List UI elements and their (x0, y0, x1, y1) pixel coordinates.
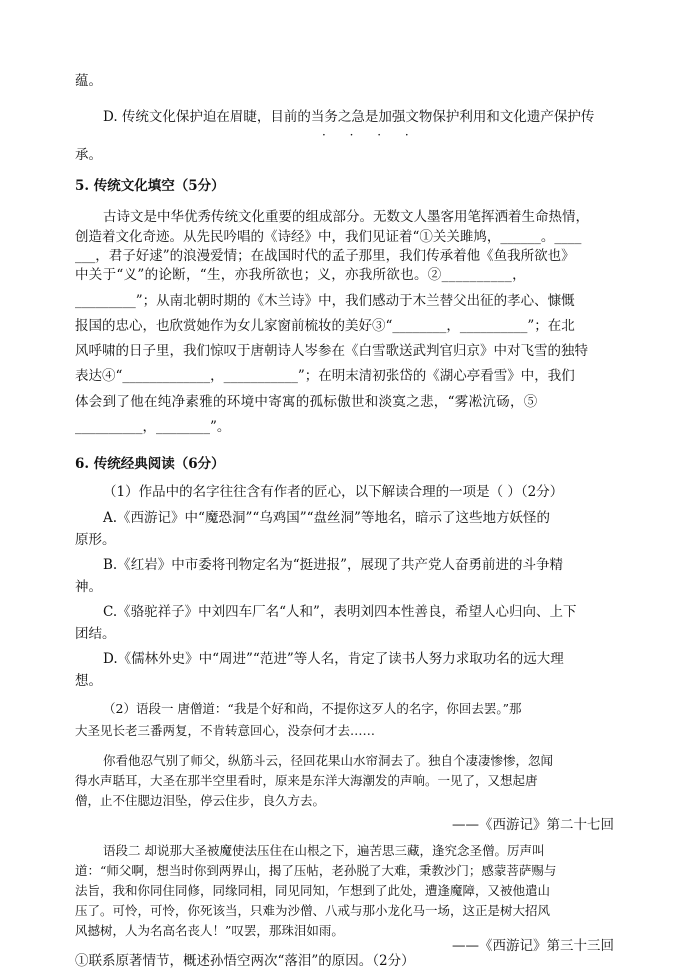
text-line: 体会到了他在纯净素雅的环境中寄寓的孤标傲世和淡寞之悲，“雾凇沆砀，⑤ (75, 394, 538, 410)
passage-1-line: 得水声聒耳，大圣在那半空里看时，原来是东洋大海潮发的声响。一见了，又想起唐 (75, 773, 538, 788)
passage-2-line: 语段二 却说那大圣被魔使法压住在山根之下，遍苦思三藏，逢究念圣僧。厉声叫 (103, 843, 545, 858)
passage-2-line: 风撼树，人为名高名丧人！”叹罢，那珠泪如雨。 (75, 923, 344, 938)
text-line: 原形。 (75, 532, 116, 548)
text-line: __________，________”。 (75, 419, 231, 435)
passage-1-line: 僧，止不住腮边泪坠，停云住步，良久方去。 (75, 793, 326, 808)
text-line: 想。 (75, 673, 102, 689)
text-line: ___，君子好逑”的浪漫爱情；在战国时代的孟子那里，我们传承着他《鱼我所欲也》 (75, 248, 575, 264)
passage-2-line: 法旨，我和你同住同修，同缘同相，同见同知，乍想到了此处，遭逢魔障，又被他遣山 (75, 883, 551, 898)
question-5-heading: 5. 传统文化填空（5分） (75, 178, 225, 194)
option-a-line: A.《西游记》中“魔恐洞”“乌鸡国”“盘丝洞”等地名，暗示了这些地方妖怪的 (103, 510, 550, 526)
subquestion-1: （1）作品中的名字往往含有作者的匠心，以下解读合理的一项是（ ）（2分） (103, 484, 564, 500)
passage-1-line: 你看他忍气别了师父，纵筋斗云，径回花果山水帘洞去了。独自个凄凄惨惨，忽闻 (103, 753, 554, 768)
option-b-line: B.《红岩》中市委将刊物定名为“挺进报”，展现了共产党人奋勇前进的斗争精 (103, 557, 564, 573)
text-line: 古诗文是中华优秀传统文化重要的组成部分。无数文人墨客用笔挥洒着生命热情， (103, 209, 589, 225)
source-citation: ——《西游记》第二十七回 (452, 817, 614, 833)
option-d-line: D. 传统文化保护迫在眉睫，目前的当务之急是加强文物保护利用和文化遗产保护传 (103, 109, 595, 125)
text-line: 承。 (75, 147, 102, 163)
passage-1-line: 大圣见长老三番两复，不肯转意回心，没奈何才去…… (75, 723, 376, 738)
source-citation: ——《西游记》第三十三回 (452, 938, 614, 954)
text-line: 风呼啸的日子里，我们惊叹于唐朝诗人岑参在《白雪歌送武判官归京》中对飞雪的独特 (75, 343, 588, 359)
text-line: 蕴。 (75, 73, 102, 89)
text-line: _________”；从南北朝时期的《木兰诗》中，我们感动于木兰替父出征的孝心、慷慨 (75, 293, 575, 309)
passage-2-line: 道：“师父啊，想当时你到两界山，揭了压帖，老孙脱了大难，秉教沙门；感蒙菩萨赐与 (75, 863, 557, 878)
subquestion-2-1: ①联系原著情节，概述孙悟空两次“落泪”的原因。（2分） (75, 953, 415, 969)
text-line: 神。 (75, 579, 102, 595)
text-line: 中关于“义”的论断，“生，亦我所欲也；义，亦我所欲也。②__________， (75, 267, 526, 283)
question-6-heading: 6. 传统经典阅读（6分） (75, 456, 225, 472)
passage-1-line: （2）语段一 唐僧道：“我是个好和尚，不提你这歹人的名字，你回去罢。”那 (103, 701, 522, 716)
emphasis-dots: · · · · (322, 128, 419, 142)
option-d-line: D.《儒林外史》中“周进”“范进”等人名，肯定了读书人努力求取功名的远大理 (103, 651, 564, 667)
text-line: 表达④“_____________，___________”；在明末清初张岱的《湖心亭看雪》中，我们 (75, 368, 575, 384)
passage-2-line: 压了。可怜，可怜，你死该当，只难为沙僧、八戒与那小龙化马一场，这正是树大招风 (75, 903, 551, 918)
text-line: 团结。 (75, 626, 116, 642)
text-line: 创造着文化奇迹。从先民吟唱的《诗经》中，我们见证着“①关关雎鸠，______。____ (75, 229, 582, 245)
option-c-line: C.《骆驼祥子》中刘四车厂名“人和”，表明刘四本性善良，希望人心归向、上下 (103, 604, 577, 620)
text-line: 报国的忠心，也欣赏她作为女儿家窗前梳妆的美好③“________，__________”；在北 (75, 318, 575, 334)
